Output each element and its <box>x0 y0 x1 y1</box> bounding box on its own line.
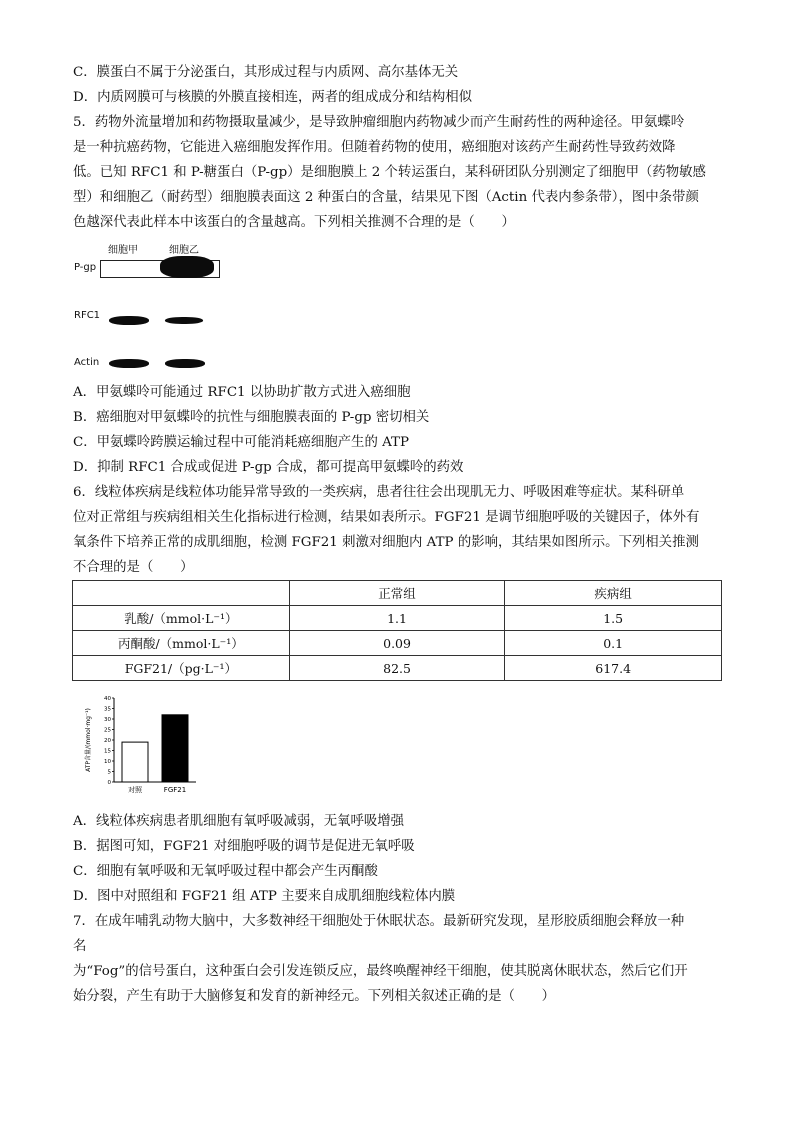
y-tick-label: 40 <box>104 696 111 702</box>
question-6-text-2: 位对正常组与疾病组相关生化指标进行检测，结果如表所示。FGF21 是调节细胞呼吸的关键因子，体外有 <box>73 510 700 525</box>
table-row <box>73 656 722 681</box>
question-5-option-c: C．甲氨蝶呤跨膜运输过程中可能消耗癌细胞产生的 ATP <box>73 435 409 450</box>
table-cell: 乳酸/（mmol·L⁻¹） <box>73 606 290 631</box>
table-cell: 82.5 <box>289 656 505 681</box>
question-5-option-d: D．抑制 RFC1 合成或促进 P-gp 合成，都可提高甲氨蝶呤的药效 <box>73 460 464 475</box>
rfc1-band-cell-b <box>165 317 203 324</box>
table-header-cell <box>73 581 290 606</box>
question-6-text-3: 氧条件下培养正常的成肌细胞，检测 FGF21 刺激对细胞内 ATP 的影响，其结果如图所示。下列相关推测 <box>73 535 699 550</box>
table-cell: 丙酮酸/（mmol·L⁻¹） <box>73 631 290 656</box>
table-cell: FGF21/（pg·L⁻¹） <box>73 656 290 681</box>
table-cell: 1.5 <box>505 606 722 631</box>
bar-control <box>122 742 148 782</box>
x-tick-label: 对照 <box>128 786 142 794</box>
question-6-text-1: 6．线粒体疾病是线粒体功能异常导致的一类疾病，患者往往会出现肌无力、呼吸困难等症状。某科研单 <box>73 485 685 500</box>
y-tick-label: 15 <box>104 748 111 755</box>
actin-band-cell-b <box>165 359 205 368</box>
option-d-previous: D．内质网膜可与核膜的外膜直接相连，两者的组成成分和结构相似 <box>73 90 473 105</box>
question-5-text-3: 低。已知 RFC1 和 P-糖蛋白（P-gp）是细胞膜上 2 个转运蛋白，某科研团队分别测定了细胞甲（药物敏感 <box>73 165 706 180</box>
rfc1-band-cell-a <box>109 316 149 325</box>
question-6-option-a: A．线粒体疾病患者肌细胞有氧呼吸减弱，无氧呼吸增强 <box>73 814 405 829</box>
question-7-text-3: 为“Fog”的信号蛋白，这种蛋白会引发连锁反应，最终唤醒神经干细胞，使其脱离休眠状态，然后它们开 <box>73 964 688 979</box>
atp-bar-chart <box>80 690 200 800</box>
table-cell: 0.09 <box>289 631 505 656</box>
y-tick-label: 20 <box>104 738 111 744</box>
question-5-text-1: 5．药物外流量增加和药物摄取量减少，是导致肿瘤细胞内药物减少而产生耐药性的两种途径。甲氨蝶呤 <box>73 115 685 130</box>
question-6-option-c: C．细胞有氧呼吸和无氧呼吸过程中都会产生丙酮酸 <box>73 864 378 879</box>
question-6-text-4: 不合理的是（ ） <box>73 560 194 575</box>
table-cell: 0.1 <box>505 631 722 656</box>
table-cell: 617.4 <box>505 656 722 681</box>
question-5-text-2: 是一种抗癌药物，它能进入癌细胞发挥作用。但随着药物的使用，癌细胞对该药产生耐药性导致药效降 <box>73 140 676 155</box>
blot-row-rfc1: RFC1 <box>74 310 101 321</box>
y-tick-label: 35 <box>104 706 111 713</box>
question-7-text-2: 名 <box>73 939 87 954</box>
table-row <box>73 606 722 631</box>
y-tick-label: 5 <box>107 769 111 776</box>
table-header-row <box>73 581 722 606</box>
y-axis-label: ATP含量/(mmol·mg⁻¹) <box>85 708 92 772</box>
western-blot-figure <box>72 238 222 373</box>
y-tick-label: 30 <box>104 717 111 723</box>
table-header-cell: 疾病组 <box>505 581 722 606</box>
y-tick-label: 25 <box>104 727 111 734</box>
question-6-option-b: B．据图可知，FGF21 对细胞呼吸的调节是促进无氧呼吸 <box>73 839 415 854</box>
question-7-text-4: 始分裂，产生有助于大脑修复和发育的新神经元。下列相关叙述正确的是（ ） <box>73 989 556 1004</box>
bar-fgf21 <box>162 715 188 782</box>
blot-row-actin: Actin <box>74 357 100 368</box>
question-5-option-a: A．甲氨蝶呤可能通过 RFC1 以协助扩散方式进入癌细胞 <box>73 385 411 400</box>
table-cell: 1.1 <box>289 606 505 631</box>
question-5-text-4: 型）和细胞乙（耐药型）细胞膜表面这 2 种蛋白的含量，结果见下图（Actin 代表内参条带），图中条带颜 <box>73 190 699 205</box>
question-5-text-5: 色越深代表此样本中该蛋白的含量越高。下列相关推测不合理的是（ ） <box>73 215 515 230</box>
blot-col-cell-b: 细胞乙 <box>169 245 199 256</box>
x-tick-label: FGF21 <box>163 786 187 794</box>
actin-band-cell-a <box>109 359 149 368</box>
option-c-previous: C．膜蛋白不属于分泌蛋白，其形成过程与内质网、高尔基体无关 <box>73 65 459 80</box>
y-tick-label: 0 <box>107 780 111 786</box>
question-7-text-1: 7．在成年哺乳动物大脑中，大多数神经干细胞处于休眠状态。最新研究发现，星形胶质细胞会释放一种 <box>73 914 685 929</box>
blot-col-cell-a: 细胞甲 <box>108 245 138 256</box>
question-5-option-b: B．癌细胞对甲氨蝶呤的抗性与细胞膜表面的 P-gp 密切相关 <box>73 410 430 425</box>
table-header-cell: 正常组 <box>289 581 505 606</box>
question-6-option-d: D．图中对照组和 FGF21 组 ATP 主要来自成肌细胞线粒体内膜 <box>73 889 456 904</box>
table-row <box>73 631 722 656</box>
biochem-table <box>72 580 722 681</box>
pgp-band-cell-b <box>160 256 214 278</box>
blot-row-pgp: P-gp <box>74 262 97 273</box>
y-tick-label: 10 <box>104 759 111 765</box>
